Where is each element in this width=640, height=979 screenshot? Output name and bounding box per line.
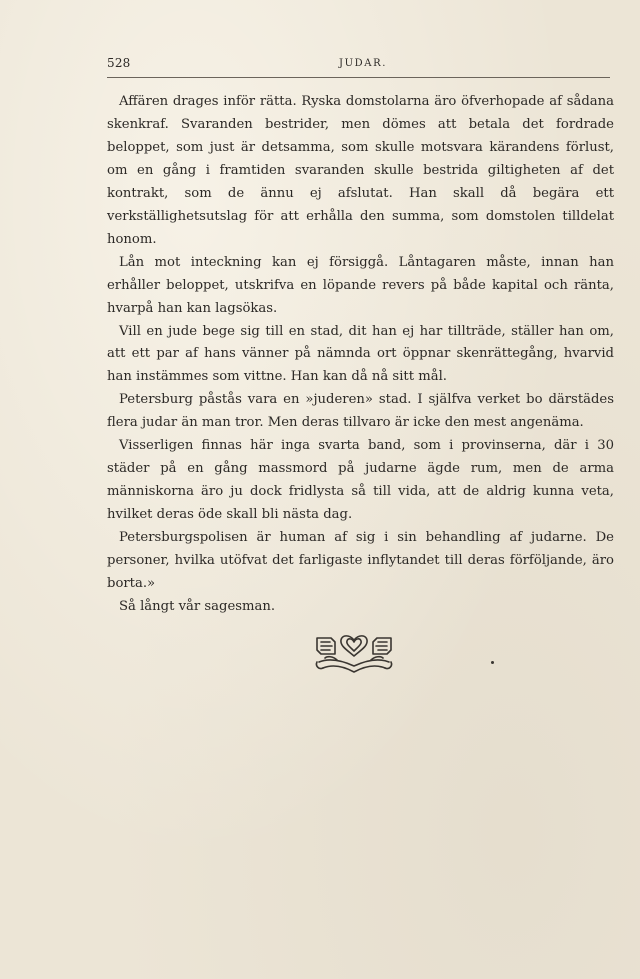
paragraph: Lån mot inteckning kan ej försiggå. Låntagaren måste, innan han erhåller beloppet, utskrifva en löpande revers på både kapital och ränta, hvarpå han kan lagsökas. (107, 254, 614, 316)
page-number: 528 (107, 56, 131, 70)
body-text (107, 91, 614, 619)
paragraph: Visserligen finnas här inga svarta band, som i provinserna, där i 30 städer på en gång massmord på judarne ägde rum, men de arma människorna äro ju dock fridlysta så till vida, att de aldrig kunna veta, hvilket deras öde skall bli nästa dag. (107, 438, 614, 523)
running-head (107, 56, 610, 74)
paragraph: Vill en jude bege sig till en stad, dit han ej har tillträde, ställer han om, att ett par af hans vänner på nämnda ort öppnar skenrättegång, hvarvid han instämmes som vittne. Han kan då nå sitt mål. (107, 323, 614, 385)
header-rule (107, 77, 610, 78)
running-title: JUDAR. (339, 58, 387, 69)
paragraph: Petersburg påstås vara en »juderen» stad. I själfva verket bo därstädes flera judar än man tror. Men deras tillvaro är icke den mest angenäma. (107, 392, 614, 431)
stray-mark (491, 661, 494, 664)
paragraph: Petersburgspolisen är human af sig i sin behandling af judarne. De personer, hvilka utöfvat det farligaste inflytandet till deras förföljande, äro borta.» (107, 530, 614, 592)
paragraph: Så långt vår sagesman. (119, 598, 276, 614)
paragraph: Affären drages inför rätta. Ryska domstolarna äro öfverhopade af sådana skenkraf. Svaranden bestrider, men dömes att betala det fordrade beloppet, som just är detsamma, som skulle motsvara kärandens förlust, om en gång i framtiden svaranden skulle bestrida giltigheten af det kontrakt, som de ännu ej afslutat. Han skall då begära ett verkställighetsutslag för att erhålla den summa, som domstolen tilldelat honom. (107, 94, 614, 247)
heart-scroll-ornament-icon (313, 632, 395, 678)
